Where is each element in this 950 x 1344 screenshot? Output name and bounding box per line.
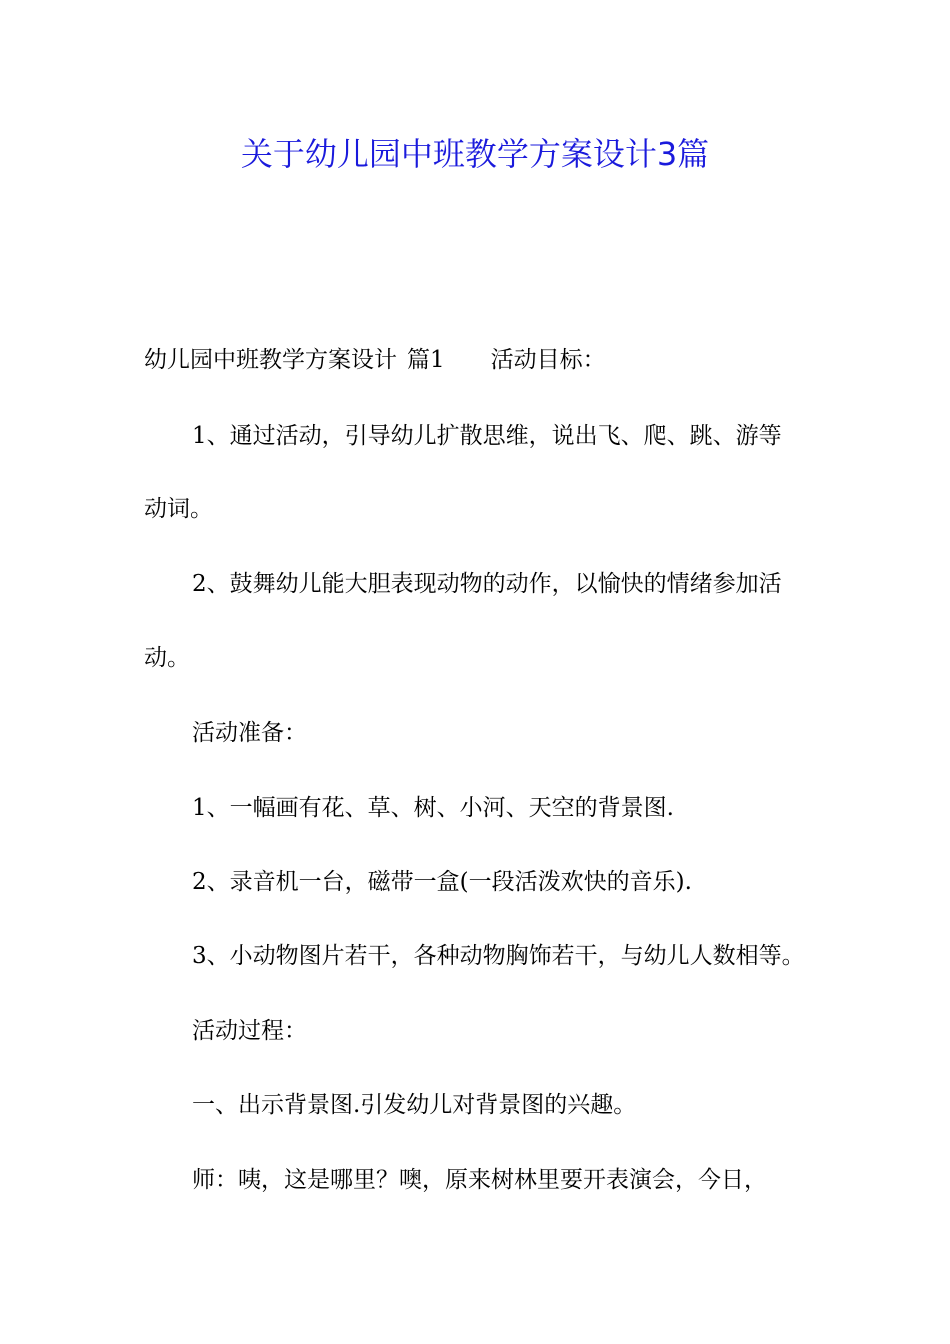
document-title: 关于幼儿园中班教学方案设计3篇 <box>240 135 710 173</box>
paragraph-line: 动。 <box>144 645 190 671</box>
section-heading-line <box>144 342 606 378</box>
goals-heading: 活动目标： <box>490 347 606 373</box>
paragraph-line: 3、小动物图片若干，各种动物胸饰若干，与幼儿人数相等。 <box>192 943 805 969</box>
prep-heading: 活动准备： <box>192 720 307 746</box>
section-title: 幼儿园中班教学方案设计 <box>144 347 397 373</box>
process-heading: 活动过程： <box>192 1018 307 1044</box>
paragraph-line: 1、一幅画有花、草、树、小河、天空的背景图. <box>192 795 674 821</box>
paragraph-line: 2、鼓舞幼儿能大胆表现动物的动作，以愉快的情绪参加活 <box>192 571 782 597</box>
paragraph-line: 2、录音机一台，磁带一盒(一段活泼欢快的音乐). <box>192 869 692 895</box>
paragraph-line: 1、通过活动，引导幼儿扩散思维，说出飞、爬、跳、游等 <box>192 423 782 449</box>
section-part: 篇1 <box>407 347 445 373</box>
paragraph-line: 一、出示背景图.引发幼儿对背景图的兴趣。 <box>192 1092 637 1118</box>
paragraph-line: 动词。 <box>144 496 213 522</box>
paragraph-line: 师：咦，这是哪里？噢，原来树林里要开表演会，今日， <box>192 1167 767 1193</box>
